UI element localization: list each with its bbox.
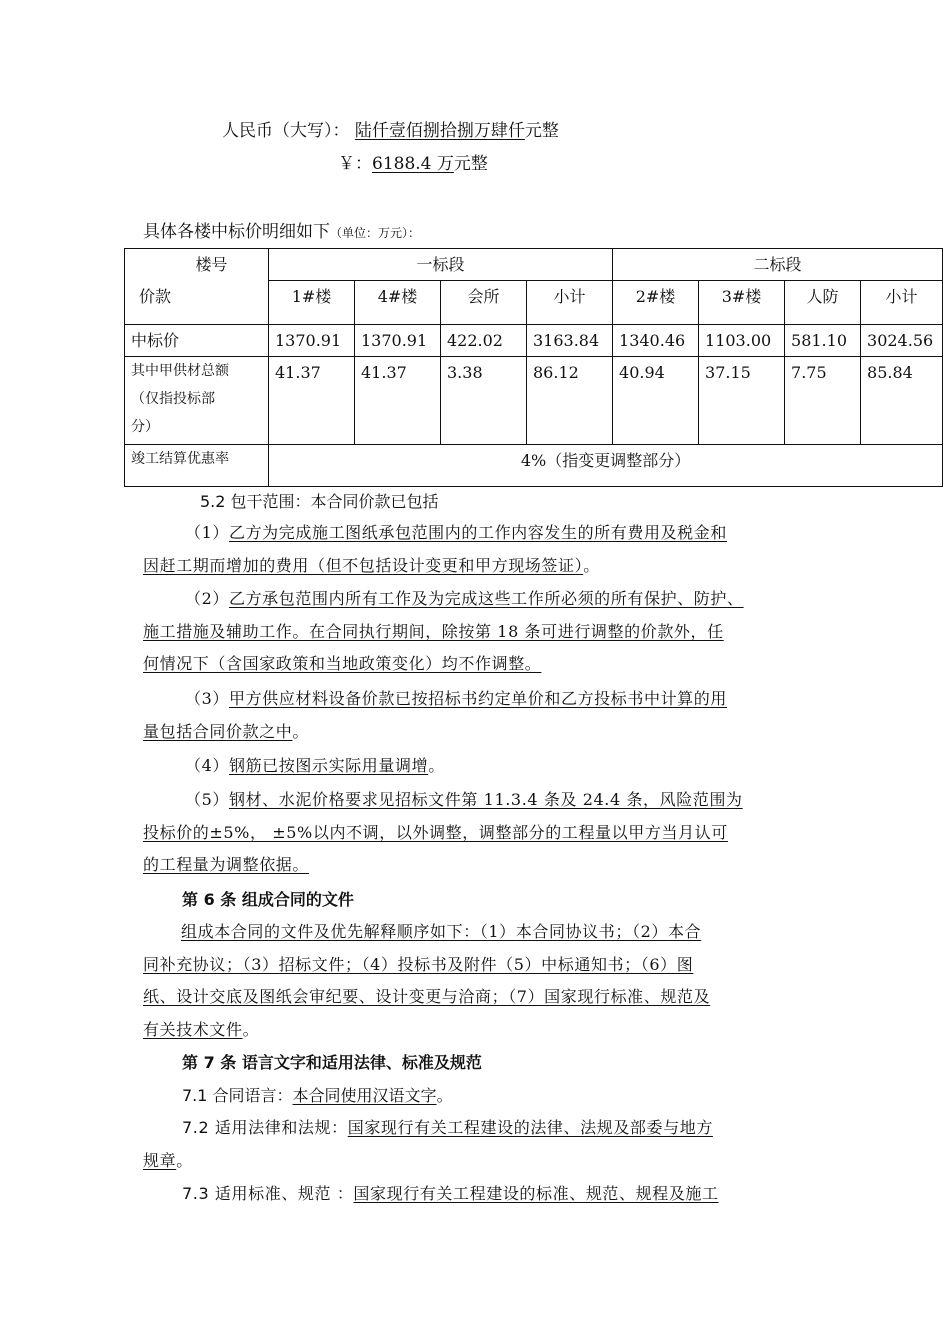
s52-item1 [143, 517, 808, 582]
section-text: 国家现行有关工程建设的标准、规范、规程及施工 [353, 1184, 719, 1203]
paragraph-line [143, 683, 808, 716]
item-number: （2） [185, 589, 229, 608]
item-text: 量包括合同价款之中 [143, 721, 293, 741]
paragraph-line [143, 616, 808, 649]
amount-number-suffix: 元整 [453, 154, 488, 174]
table-caption-text: 具体各楼中标价明细如下 [143, 222, 330, 242]
amount-words-value: 陆仟壹佰捌拾捌万肆仟 [354, 121, 525, 141]
section-text: 国家现行有关工程建设的法律、法规及部委与地方 [347, 1118, 713, 1137]
paragraph-line [143, 784, 808, 817]
column-header: 人防 [785, 281, 861, 325]
table-cell: 3.38 [441, 357, 527, 445]
section-end: 。 [176, 1150, 193, 1170]
item-end: 。 [292, 721, 310, 741]
column-header: 小计 [861, 281, 943, 325]
article-text: 有关技术文件 [143, 1019, 243, 1039]
column-header: 小计 [527, 281, 613, 325]
column-header: 2#楼 [613, 281, 699, 325]
article-7-heading: 第 7 条 语言文字和适用法律、标准及规范 [182, 1053, 482, 1072]
section1-header: 一标段 [269, 249, 613, 281]
paragraph-line [143, 550, 808, 583]
amount-number-label: ￥： [338, 154, 372, 174]
paragraph-line [143, 1112, 808, 1145]
s52-item2 [143, 583, 808, 681]
table-header-row-1 [125, 249, 943, 281]
s52-item5 [143, 784, 808, 882]
paragraph-line [143, 981, 808, 1014]
item-text: 钢筋已按图示实际用量调增 [228, 756, 429, 775]
paragraph-line [143, 648, 808, 681]
row-label: 中标价 [125, 325, 269, 357]
item-text: 投标价的±5%， ±5%以内不调，以外调整，调整部分的工程量以甲方当月认可 [143, 822, 728, 842]
section-7-1 [182, 1083, 453, 1106]
section-text: 规章 [143, 1150, 177, 1170]
table-cell: 581.10 [785, 325, 861, 357]
paragraph-line [143, 1014, 808, 1047]
discount-value: 4%（指变更调整部分） [269, 445, 943, 487]
column-header: 4#楼 [355, 281, 441, 325]
table-cell: 37.15 [699, 357, 785, 445]
header-corner-cell [125, 249, 269, 325]
item-text: 的工程量为调整依据。 [143, 855, 310, 874]
row-label-line: （仅指投标部 [131, 391, 215, 407]
section-7-2 [143, 1112, 808, 1177]
paragraph-line [143, 949, 808, 982]
table-caption [143, 217, 420, 242]
table-row-bid-price [125, 325, 943, 357]
table-cell: 1370.91 [269, 325, 355, 357]
price-table [124, 248, 943, 487]
table-cell: 422.02 [441, 325, 527, 357]
item-text: 钢材、水泥价格要求见招标文件第 11.3.4 条及 24.4 条，风险范围为 [228, 790, 743, 809]
table-cell: 3024.56 [861, 325, 943, 357]
table-cell: 7.75 [785, 357, 861, 445]
article-6-body [143, 916, 808, 1046]
item-number: （5） [185, 790, 229, 809]
item-text: 甲方供应材料设备价款已按招标书约定单价和乙方投标书中计算的用 [228, 689, 727, 708]
column-header: 3#楼 [699, 281, 785, 325]
section-label: 7.1 合同语言： [182, 1086, 293, 1105]
table-cell: 1103.00 [699, 325, 785, 357]
item-text: 因赶工期而增加的费用（但不包括设计变更和甲方现场签证） [143, 555, 584, 575]
section2-header: 二标段 [613, 249, 943, 281]
article-text: 同补充协议；（3）招标文件；（4）投标书及附件（5）中标通知书；（6）图 [143, 954, 694, 974]
amount-words-line [222, 116, 559, 141]
item-text: 乙方承包范围内所有工作及为完成这些工作所必须的所有保护、防护、 [228, 589, 744, 608]
table-row-owner-materials [125, 357, 943, 445]
paragraph-line [143, 517, 808, 550]
table-row-discount [125, 445, 943, 487]
s52-item4 [143, 750, 808, 783]
column-header: 会所 [441, 281, 527, 325]
paragraph-line [143, 750, 808, 783]
item-text: 何情况下（含国家政策和当地政策变化）均不作调整。 [143, 654, 542, 673]
header-floor-label: 楼号 [195, 255, 228, 274]
table-cell: 3163.84 [527, 325, 613, 357]
paragraph-line [143, 583, 808, 616]
amount-words-suffix: 元整 [524, 121, 559, 141]
table-cell: 85.84 [861, 357, 943, 445]
section-end: 。 [436, 1086, 453, 1105]
section-label: 7.2 适用法律和法规： [182, 1118, 348, 1137]
article-end: 。 [242, 1019, 260, 1039]
header-price-label: 价款 [139, 287, 172, 306]
row-label-line: 分） [131, 419, 159, 435]
s52-item3 [143, 683, 808, 748]
item-number: （3） [185, 689, 229, 708]
row-label-line: 其中甲供材总额 [131, 363, 229, 379]
discount-label: 竣工结算优惠率 [125, 445, 269, 487]
paragraph-line [143, 716, 808, 749]
paragraph-line [143, 1145, 808, 1178]
table-cell: 40.94 [613, 357, 699, 445]
item-end: 。 [583, 555, 600, 575]
table-caption-unit: （单位：万元）： [330, 226, 421, 240]
amount-number-line [338, 149, 488, 174]
item-number: （1） [185, 523, 229, 542]
table-cell: 41.37 [355, 357, 441, 445]
paragraph-line [143, 916, 808, 949]
item-text: 施工措施及辅助工作。在合同执行期间，除按第 18 条可进行调整的价款外，任 [143, 621, 724, 641]
paragraph-line [143, 849, 808, 882]
section-label: 7.3 适用标准、规范 ： [182, 1184, 354, 1203]
section-text: 本合同使用汉语文字 [292, 1086, 437, 1105]
row-label-multiline [125, 357, 269, 445]
article-text: 纸、设计交底及图纸会审纪要、设计变更与洽商；（7）国家现行标准、规范及 [143, 987, 711, 1006]
article-6-heading: 第 6 条 组成合同的文件 [182, 890, 354, 909]
table-cell: 1370.91 [355, 325, 441, 357]
table-cell: 1340.46 [613, 325, 699, 357]
item-text: 乙方为完成施工图纸承包范围内的工作内容发生的所有费用及税金和 [228, 523, 727, 542]
amount-number-value: 6188.4 万 [372, 154, 454, 174]
amount-words-label: 人民币（大写）： [222, 121, 350, 141]
section-7-3 [143, 1178, 808, 1211]
section-5-2-heading: 5.2 包干范围：本合同价款已包括 [200, 492, 439, 511]
column-header: 1#楼 [269, 281, 355, 325]
table-cell: 41.37 [269, 357, 355, 445]
item-end: 。 [428, 756, 445, 775]
paragraph-line [143, 817, 808, 850]
paragraph-line [143, 1178, 808, 1211]
item-number: （4） [185, 756, 229, 775]
table-cell: 86.12 [527, 357, 613, 445]
article-text: 组成本合同的文件及优先解释顺序如下：（1）本合同协议书；（2）本合 [181, 922, 702, 941]
